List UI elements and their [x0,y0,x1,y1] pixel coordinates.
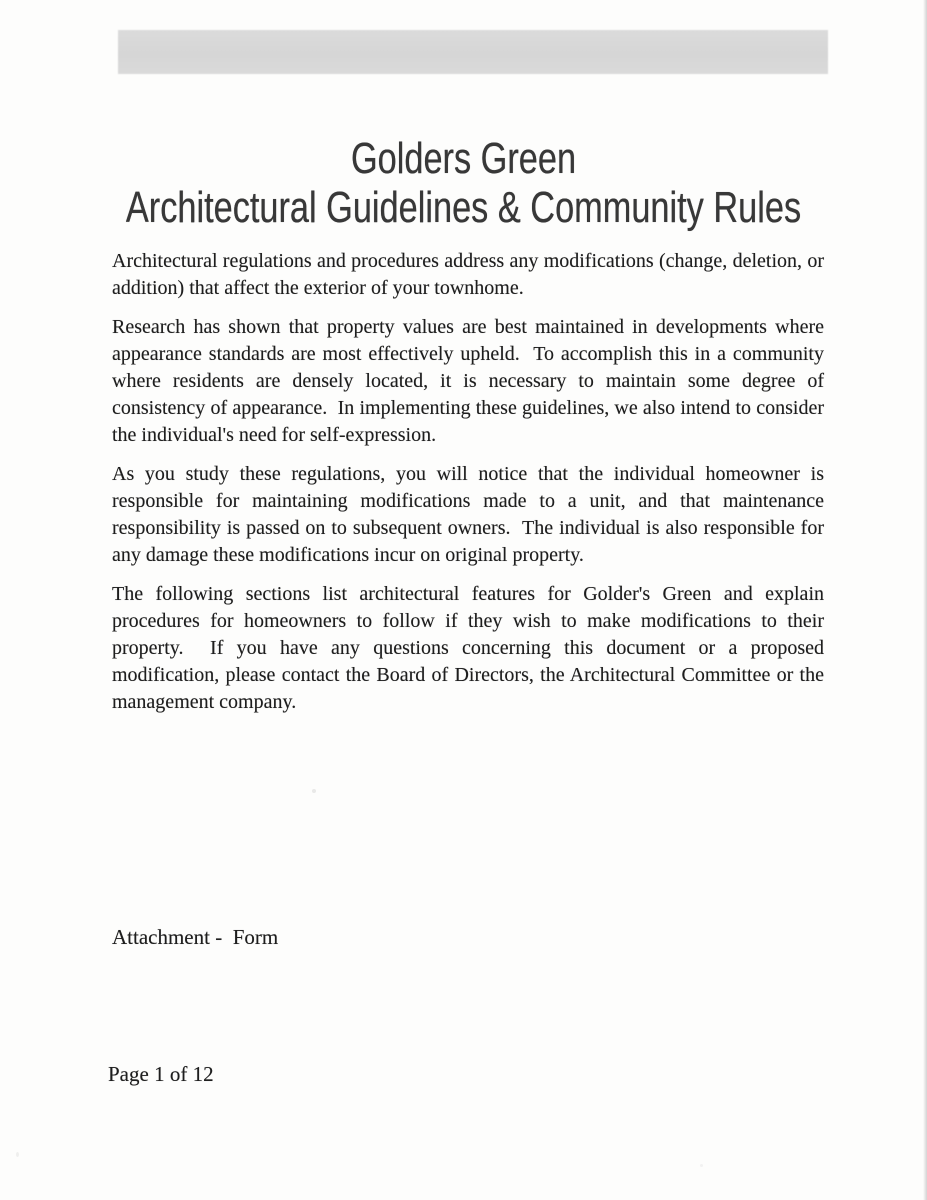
scan-noise-speck [16,1152,19,1157]
paragraph-regulations-scope: Architectural regulations and procedures address any modifications (change, deletion, or addition) that affect the exterior of your townhome. [112,250,829,299]
paragraph-property-values: Research has shown that property values are best maintained in developments where appearance standards are most effectively upheld. To accomplish this in a community where residents are densely located, it is necessary to maintain some degree of consistency of appearance. In implementing these guidelines, we also intend to consider the individual's need for self-expression. [112,316,829,446]
scan-artifact-band [118,30,828,74]
scan-edge-line [923,0,927,1200]
attachment-note: Attachment - Form [112,925,279,949]
document-title [0,134,927,232]
paragraph-homeowner-responsibility: As you study these regulations, you will notice that the individual homeowner is responsible for maintaining modifications made to a unit, and that maintenance responsibility is passed on to subsequent owners. The individual is also responsible for any damage these modifications incur on original property. [112,463,829,566]
title-line-guidelines: Architectural Guidelines & Community Rules [125,183,802,232]
document-body [112,248,829,728]
scan-noise-speck [700,1164,703,1167]
title-line-community: Golders Green [350,134,577,183]
paragraph-sections-overview: The following sections list architectural features for Golder's Green and explain procedures for homeowners to follow if they wish to make modifications to their property. If you have any questions concerning this document or a proposed modification, please contact the Board of Directors, the Architectural Committee or the management company. [112,583,829,713]
page-number: Page 1 of 12 [108,1062,214,1086]
scan-noise-speck [312,789,316,793]
